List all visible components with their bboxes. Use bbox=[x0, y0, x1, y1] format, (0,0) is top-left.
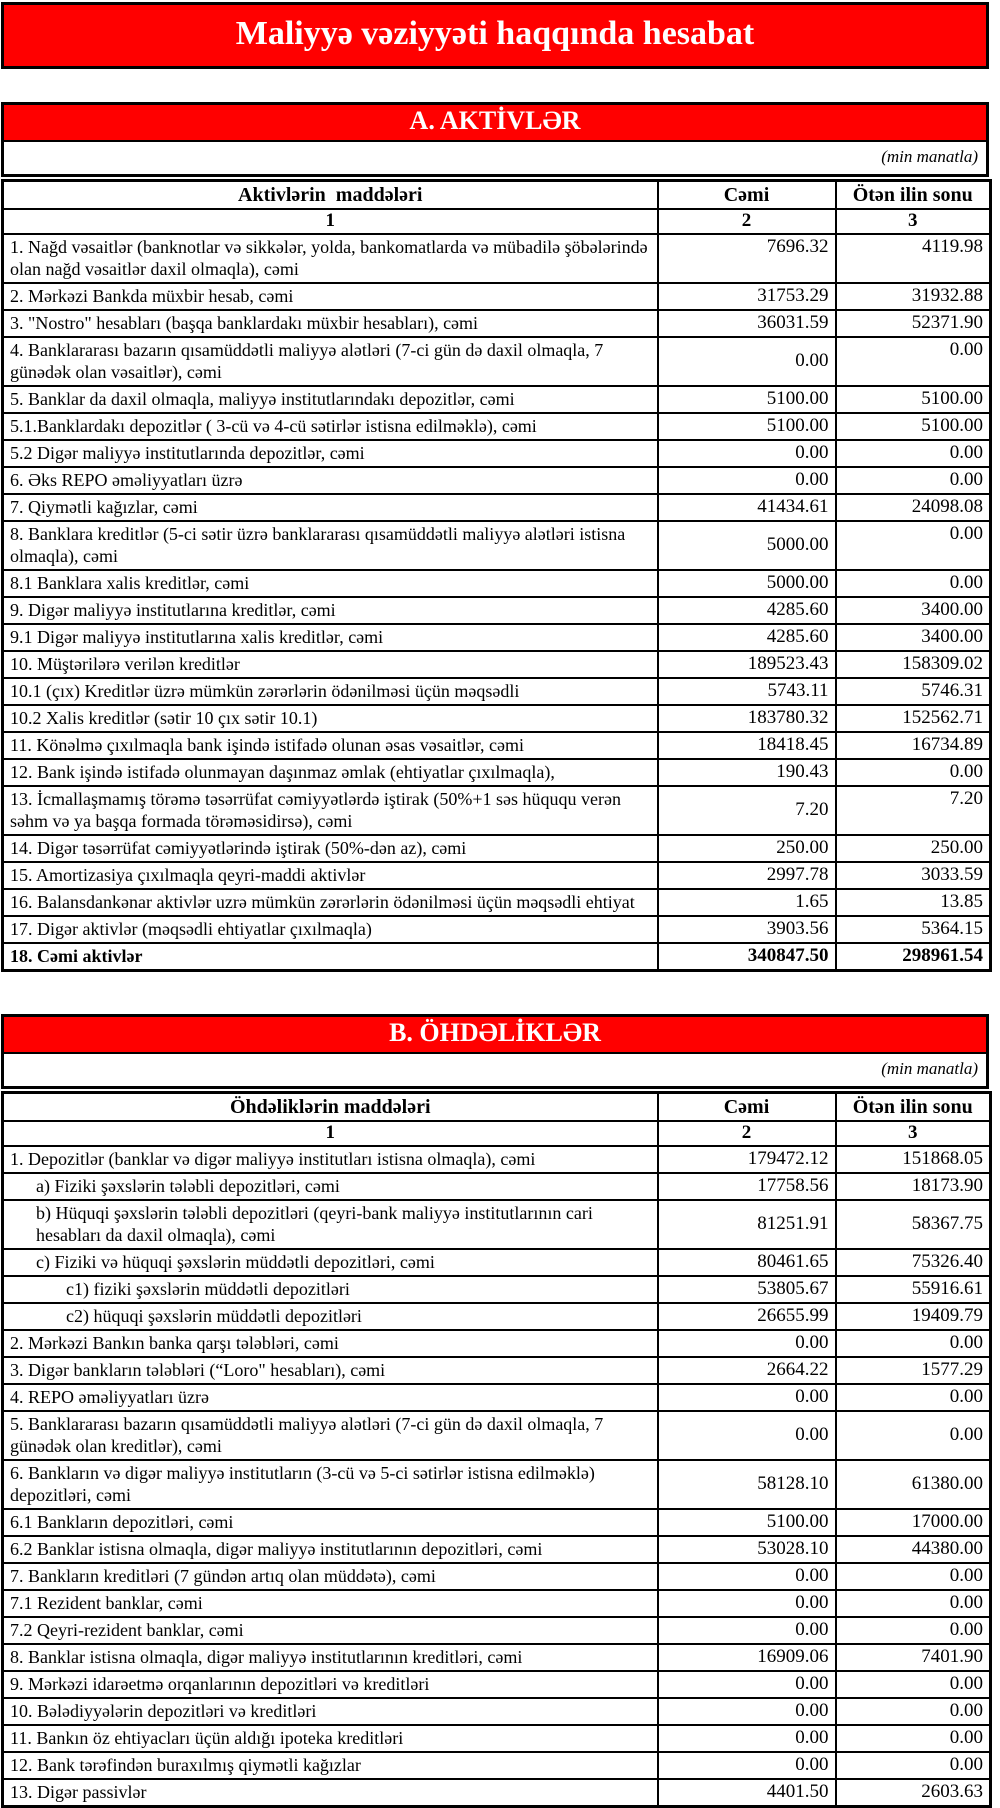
section-assets bbox=[1, 102, 989, 972]
row-label: 7. Qiymətli kağızlar, cəmi bbox=[3, 494, 658, 521]
row-label: 6. Bankların və digər maliyyə institutların (3-cü və 5-ci sətirlər istisna edilməklə) depozitləri, cəmi bbox=[3, 1460, 658, 1509]
liabilities-col-header-total: Cəmi bbox=[658, 1093, 836, 1122]
row-value-prev-year: 0.00 bbox=[836, 1411, 991, 1460]
row-label: 10.2 Xalis kreditlər (sətir 10 çıx sətir 10.1) bbox=[3, 705, 658, 732]
row-value-prev-year: 0.00 bbox=[836, 467, 991, 494]
row-label: 1. Nağd vəsaitlər (banknotlar və sikkələr, yolda, bankomatlarda və mübadilə şöbələrində olan nağd vəsaitlər daxil olmaqla), cəmi bbox=[3, 234, 658, 283]
assets-table bbox=[1, 179, 992, 972]
row-label: c) Fiziki və hüquqi şəxslərin müddətli depozitləri, cəmi bbox=[3, 1249, 658, 1276]
row-value-prev-year: 31932.88 bbox=[836, 283, 991, 310]
liabilities-column-header-row bbox=[3, 1093, 991, 1122]
row-value-total: 5100.00 bbox=[658, 386, 836, 413]
row-label: 12. Bank tərəfindən buraxılmış qiymətli kağızlar bbox=[3, 1752, 658, 1779]
row-value-prev-year: 0.00 bbox=[836, 1384, 991, 1411]
table-row bbox=[3, 678, 991, 705]
row-value-total: 0.00 bbox=[658, 1590, 836, 1617]
row-value-total: 183780.32 bbox=[658, 705, 836, 732]
row-value-prev-year: 0.00 bbox=[836, 570, 991, 597]
row-value-prev-year: 17000.00 bbox=[836, 1509, 991, 1536]
row-label: 5.2 Digər maliyyə institutlarında depozitlər, cəmi bbox=[3, 440, 658, 467]
row-value-total: 16909.06 bbox=[658, 1644, 836, 1671]
row-label: 9. Mərkəzi idarəetmə orqanlarının depozitləri və kreditləri bbox=[3, 1671, 658, 1698]
row-value-prev-year: 0.00 bbox=[836, 1617, 991, 1644]
row-value-prev-year: 5100.00 bbox=[836, 413, 991, 440]
row-value-total: 0.00 bbox=[658, 1411, 836, 1460]
table-row bbox=[3, 386, 991, 413]
assets-col-number-3: 3 bbox=[836, 209, 991, 234]
assets-section-header bbox=[1, 102, 989, 177]
row-value-total: 0.00 bbox=[658, 1725, 836, 1752]
row-value-prev-year: 0.00 bbox=[836, 1725, 991, 1752]
row-label: 5. Banklararası bazarın qısamüddətli maliyyə alətləri (7-ci gün də daxil olmaqla, 7 günədək olan kreditlər), cəmi bbox=[3, 1411, 658, 1460]
table-row bbox=[3, 1698, 991, 1725]
row-value-total: 179472.12 bbox=[658, 1146, 836, 1173]
liabilities-section-header bbox=[1, 1014, 989, 1089]
row-label: 14. Digər təsərrüfat cəmiyyətlərində iştirak (50%-dən az), cəmi bbox=[3, 835, 658, 862]
table-row bbox=[3, 889, 991, 916]
row-value-prev-year: 5746.31 bbox=[836, 678, 991, 705]
row-label: 17. Digər aktivlər (məqsədli ehtiyatlar çıxılmaqla) bbox=[3, 916, 658, 943]
table-row bbox=[3, 467, 991, 494]
row-value-prev-year: 2603.63 bbox=[836, 1779, 991, 1807]
row-value-total: 5100.00 bbox=[658, 413, 836, 440]
table-row bbox=[3, 1752, 991, 1779]
row-value-prev-year: 5100.00 bbox=[836, 386, 991, 413]
row-value-prev-year: 3400.00 bbox=[836, 597, 991, 624]
liabilities-col-header-items: Öhdəliklərin maddələri bbox=[3, 1093, 658, 1122]
row-value-prev-year: 13.85 bbox=[836, 889, 991, 916]
row-value-prev-year: 0.00 bbox=[836, 1671, 991, 1698]
row-value-prev-year: 4119.98 bbox=[836, 234, 991, 283]
row-value-prev-year: 61380.00 bbox=[836, 1460, 991, 1509]
row-value-total: 81251.91 bbox=[658, 1200, 836, 1249]
row-label: 6.2 Banklar istisna olmaqla, digər maliyyə institutlarının depozitləri, cəmi bbox=[3, 1536, 658, 1563]
liabilities-col-number-2: 2 bbox=[658, 1121, 836, 1146]
row-label: 7. Bankların kreditləri (7 gündən artıq olan müddətə), cəmi bbox=[3, 1563, 658, 1590]
row-value-total: 190.43 bbox=[658, 759, 836, 786]
table-row bbox=[3, 521, 991, 570]
table-row bbox=[3, 651, 991, 678]
row-label: 7.2 Qeyri-rezident banklar, cəmi bbox=[3, 1617, 658, 1644]
row-value-total: 0.00 bbox=[658, 1752, 836, 1779]
assets-col-header-items: Aktivlərin maddələri bbox=[3, 181, 658, 210]
row-label: 7.1 Rezident banklar, cəmi bbox=[3, 1590, 658, 1617]
table-row bbox=[3, 1536, 991, 1563]
table-row bbox=[3, 337, 991, 386]
spacer bbox=[1, 69, 989, 102]
row-value-total: 4401.50 bbox=[658, 1779, 836, 1807]
row-value-total: 0.00 bbox=[658, 1671, 836, 1698]
report-page bbox=[1, 2, 989, 1808]
table-row bbox=[3, 1249, 991, 1276]
row-value-prev-year: 0.00 bbox=[836, 1330, 991, 1357]
row-value-total: 2664.22 bbox=[658, 1357, 836, 1384]
row-value-total: 4285.60 bbox=[658, 597, 836, 624]
row-label: 5.1.Banklardakı depozitlər ( 3-cü və 4-cü sətirlər istisna edilməklə), cəmi bbox=[3, 413, 658, 440]
table-row bbox=[3, 732, 991, 759]
row-value-prev-year: 52371.90 bbox=[836, 310, 991, 337]
assets-col-header-total: Cəmi bbox=[658, 181, 836, 210]
liabilities-table bbox=[1, 1091, 992, 1808]
row-label: 5. Banklar da daxil olmaqla, maliyyə institutlarındakı depozitlər, cəmi bbox=[3, 386, 658, 413]
liabilities-unit-note: (min manatla) bbox=[881, 1059, 978, 1078]
page-title: Maliyyə vəziyyəti haqqında hesabat bbox=[1, 2, 989, 69]
row-value-prev-year: 0.00 bbox=[836, 440, 991, 467]
table-row bbox=[3, 943, 991, 971]
table-row bbox=[3, 1173, 991, 1200]
row-value-prev-year: 0.00 bbox=[836, 1590, 991, 1617]
row-value-total: 0.00 bbox=[658, 1617, 836, 1644]
row-value-prev-year: 7.20 bbox=[836, 786, 991, 835]
row-value-total: 18418.45 bbox=[658, 732, 836, 759]
row-label: 12. Bank işində istifadə olunmayan daşınmaz əmlak (ehtiyatlar çıxılmaqla), bbox=[3, 759, 658, 786]
table-row bbox=[3, 786, 991, 835]
row-label: 16. Balansdankənar aktivlər uzrə mümkün zərərlərin ödənilməsi üçün məqsədli ehtiyat bbox=[3, 889, 658, 916]
row-value-prev-year: 298961.54 bbox=[836, 943, 991, 971]
row-value-total: 340847.50 bbox=[658, 943, 836, 971]
row-value-total: 5743.11 bbox=[658, 678, 836, 705]
row-value-prev-year: 0.00 bbox=[836, 337, 991, 386]
row-value-total: 53028.10 bbox=[658, 1536, 836, 1563]
row-value-total: 7.20 bbox=[658, 786, 836, 835]
row-value-total: 0.00 bbox=[658, 1330, 836, 1357]
table-row bbox=[3, 835, 991, 862]
row-label: 4. REPO əməliyyatları üzrə bbox=[3, 1384, 658, 1411]
row-value-prev-year: 250.00 bbox=[836, 835, 991, 862]
row-value-total: 53805.67 bbox=[658, 1276, 836, 1303]
table-row bbox=[3, 1146, 991, 1173]
row-value-prev-year: 0.00 bbox=[836, 1752, 991, 1779]
row-value-prev-year: 44380.00 bbox=[836, 1536, 991, 1563]
table-row bbox=[3, 705, 991, 732]
assets-unit-note: (min manatla) bbox=[881, 147, 978, 166]
table-row bbox=[3, 234, 991, 283]
row-label: 4. Banklararası bazarın qısamüddətli maliyyə alətləri (7-ci gün də daxil olmaqla, 7 günədək olan vəsaitlər), cəmi bbox=[3, 337, 658, 386]
row-value-prev-year: 0.00 bbox=[836, 1698, 991, 1725]
table-row bbox=[3, 440, 991, 467]
row-value-prev-year: 75326.40 bbox=[836, 1249, 991, 1276]
row-label: 8. Banklar istisna olmaqla, digər maliyyə institutlarının kreditləri, cəmi bbox=[3, 1644, 658, 1671]
row-value-prev-year: 16734.89 bbox=[836, 732, 991, 759]
table-row bbox=[3, 1590, 991, 1617]
row-value-total: 4285.60 bbox=[658, 624, 836, 651]
assets-table-body bbox=[3, 234, 991, 971]
row-value-total: 7696.32 bbox=[658, 234, 836, 283]
row-label: 6. Əks REPO əməliyyatları üzrə bbox=[3, 467, 658, 494]
row-label: 10.1 (çıx) Kreditlər üzrə mümkün zərərlərin ödənilməsi üçün məqsədli bbox=[3, 678, 658, 705]
row-label: a) Fiziki şəxslərin tələbli depozitləri, cəmi bbox=[3, 1173, 658, 1200]
row-value-total: 5100.00 bbox=[658, 1509, 836, 1536]
assets-column-header-row bbox=[3, 181, 991, 210]
row-value-prev-year: 3033.59 bbox=[836, 862, 991, 889]
row-value-total: 0.00 bbox=[658, 1563, 836, 1590]
row-label: 9. Digər maliyyə institutlarına kreditlər, cəmi bbox=[3, 597, 658, 624]
liabilities-section-title: B. ÖHDƏLİKLƏR bbox=[4, 1017, 986, 1054]
table-row bbox=[3, 1411, 991, 1460]
row-value-prev-year: 24098.08 bbox=[836, 494, 991, 521]
row-label: 1. Depozitlər (banklar və digər maliyyə institutları istisna olmaqla), cəmi bbox=[3, 1146, 658, 1173]
table-row bbox=[3, 494, 991, 521]
table-row bbox=[3, 310, 991, 337]
row-label: 10. Bələdiyyələrin depozitləri və kreditləri bbox=[3, 1698, 658, 1725]
table-row bbox=[3, 862, 991, 889]
row-value-total: 5000.00 bbox=[658, 521, 836, 570]
liabilities-column-number-row bbox=[3, 1121, 991, 1146]
table-row bbox=[3, 1303, 991, 1330]
assets-col-header-prev-year: Ötən ilin sonu bbox=[836, 181, 991, 210]
row-value-total: 3903.56 bbox=[658, 916, 836, 943]
row-label: 18. Cəmi aktivlər bbox=[3, 943, 658, 971]
row-label: c2) hüquqi şəxslərin müddətli depozitləri bbox=[3, 1303, 658, 1330]
row-value-total: 0.00 bbox=[658, 1384, 836, 1411]
row-value-prev-year: 7401.90 bbox=[836, 1644, 991, 1671]
row-label: 13. Digər passivlər bbox=[3, 1779, 658, 1807]
row-value-prev-year: 152562.71 bbox=[836, 705, 991, 732]
row-value-prev-year: 55916.61 bbox=[836, 1276, 991, 1303]
row-label: 9.1 Digər maliyyə institutlarına xalis kreditlər, cəmi bbox=[3, 624, 658, 651]
row-value-total: 2997.78 bbox=[658, 862, 836, 889]
table-row bbox=[3, 1644, 991, 1671]
row-label: c1) fiziki şəxslərin müddətli depozitləri bbox=[3, 1276, 658, 1303]
table-row bbox=[3, 1779, 991, 1807]
table-row bbox=[3, 570, 991, 597]
table-row bbox=[3, 1200, 991, 1249]
assets-col-number-2: 2 bbox=[658, 209, 836, 234]
table-row bbox=[3, 1617, 991, 1644]
row-value-total: 189523.43 bbox=[658, 651, 836, 678]
assets-column-number-row bbox=[3, 209, 991, 234]
row-value-total: 0.00 bbox=[658, 1698, 836, 1725]
row-label: 15. Amortizasiya çıxılmaqla qeyri-maddi aktivlər bbox=[3, 862, 658, 889]
section-liabilities bbox=[1, 1014, 989, 1808]
row-value-total: 17758.56 bbox=[658, 1173, 836, 1200]
row-value-total: 0.00 bbox=[658, 440, 836, 467]
row-value-prev-year: 58367.75 bbox=[836, 1200, 991, 1249]
row-value-prev-year: 158309.02 bbox=[836, 651, 991, 678]
spacer bbox=[1, 972, 989, 1014]
table-row bbox=[3, 1725, 991, 1752]
row-label: 2. Mərkəzi Bankda müxbir hesab, cəmi bbox=[3, 283, 658, 310]
row-value-total: 58128.10 bbox=[658, 1460, 836, 1509]
row-value-prev-year: 1577.29 bbox=[836, 1357, 991, 1384]
liabilities-col-header-prev-year: Ötən ilin sonu bbox=[836, 1093, 991, 1122]
assets-section-title: A. AKTİVLƏR bbox=[4, 105, 986, 142]
assets-col-number-1: 1 bbox=[3, 209, 658, 234]
row-label: 8. Banklara kreditlər (5-ci sətir üzrə banklararası qısamüddətli maliyyə alətləri istisna olmaqla), cəmi bbox=[3, 521, 658, 570]
liabilities-table-body bbox=[3, 1146, 991, 1807]
row-value-total: 36031.59 bbox=[658, 310, 836, 337]
row-value-total: 31753.29 bbox=[658, 283, 836, 310]
row-value-prev-year: 5364.15 bbox=[836, 916, 991, 943]
table-row bbox=[3, 1357, 991, 1384]
row-value-prev-year: 3400.00 bbox=[836, 624, 991, 651]
row-label: b) Hüquqi şəxslərin tələbli depozitləri (qeyri-bank maliyyə institutlarının cari hesabları da daxil olmaqla), cəmi bbox=[3, 1200, 658, 1249]
table-row bbox=[3, 1276, 991, 1303]
table-row bbox=[3, 1330, 991, 1357]
row-value-prev-year: 19409.79 bbox=[836, 1303, 991, 1330]
table-row bbox=[3, 1509, 991, 1536]
liabilities-col-number-3: 3 bbox=[836, 1121, 991, 1146]
table-row bbox=[3, 1563, 991, 1590]
row-value-total: 0.00 bbox=[658, 337, 836, 386]
table-row bbox=[3, 916, 991, 943]
row-value-total: 41434.61 bbox=[658, 494, 836, 521]
row-label: 6.1 Bankların depozitləri, cəmi bbox=[3, 1509, 658, 1536]
liabilities-col-number-1: 1 bbox=[3, 1121, 658, 1146]
row-label: 2. Mərkəzi Bankın banka qarşı tələbləri, cəmi bbox=[3, 1330, 658, 1357]
table-row bbox=[3, 1460, 991, 1509]
row-value-total: 250.00 bbox=[658, 835, 836, 862]
row-value-total: 80461.65 bbox=[658, 1249, 836, 1276]
row-label: 10. Müştərilərə verilən kreditlər bbox=[3, 651, 658, 678]
table-row bbox=[3, 1384, 991, 1411]
row-value-prev-year: 0.00 bbox=[836, 521, 991, 570]
row-label: 3. Digər bankların tələbləri (“Loro" hesabları), cəmi bbox=[3, 1357, 658, 1384]
table-row bbox=[3, 283, 991, 310]
table-row bbox=[3, 759, 991, 786]
row-label: 8.1 Banklara xalis kreditlər, cəmi bbox=[3, 570, 658, 597]
row-label: 11. Könəlmə çıxılmaqla bank işində istifadə olunan əsas vəsaitlər, cəmi bbox=[3, 732, 658, 759]
row-label: 13. İcmallaşmamış törəmə təsərrüfat cəmiyyətlərdə iştirak (50%+1 səs hüququ verən səhm və ya başqa formada törəməsidirsə), cəmi bbox=[3, 786, 658, 835]
row-value-total: 0.00 bbox=[658, 467, 836, 494]
row-label: 3. "Nostro" hesabları (başqa banklardakı müxbir hesabları), cəmi bbox=[3, 310, 658, 337]
table-row bbox=[3, 597, 991, 624]
row-value-total: 5000.00 bbox=[658, 570, 836, 597]
row-label: 11. Bankın öz ehtiyacları üçün aldığı ipoteka kreditləri bbox=[3, 1725, 658, 1752]
row-value-prev-year: 0.00 bbox=[836, 1563, 991, 1590]
row-value-prev-year: 151868.05 bbox=[836, 1146, 991, 1173]
row-value-prev-year: 18173.90 bbox=[836, 1173, 991, 1200]
row-value-total: 26655.99 bbox=[658, 1303, 836, 1330]
row-value-prev-year: 0.00 bbox=[836, 759, 991, 786]
table-row bbox=[3, 413, 991, 440]
row-value-total: 1.65 bbox=[658, 889, 836, 916]
table-row bbox=[3, 624, 991, 651]
table-row bbox=[3, 1671, 991, 1698]
